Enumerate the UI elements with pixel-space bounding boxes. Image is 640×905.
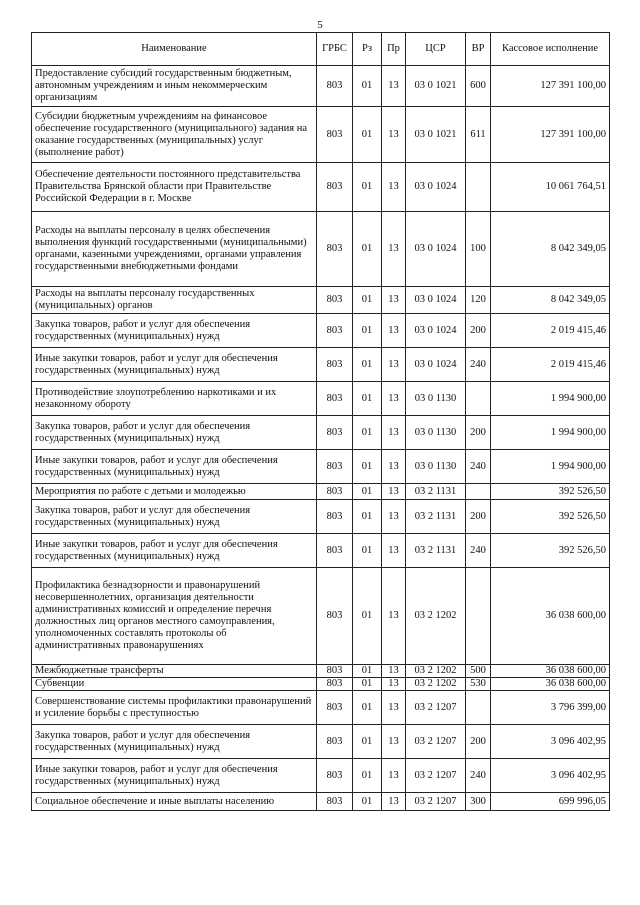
row-csr: 03 0 1021: [406, 107, 466, 163]
header-rz: Рз: [353, 33, 382, 66]
row-rz: 01: [353, 212, 382, 287]
row-csr: 03 0 1130: [406, 416, 466, 450]
row-csr: 03 0 1024: [406, 212, 466, 287]
row-name: Противодействие злоупотреблению наркотиками и их незаконному обороту: [32, 382, 317, 416]
row-vr: 200: [466, 725, 491, 759]
row-rz: 01: [353, 287, 382, 314]
table-row: [32, 66, 610, 107]
row-csr: 03 2 1207: [406, 759, 466, 793]
row-grbs: 803: [317, 665, 353, 678]
header-name: Наименование: [32, 33, 317, 66]
row-name: Расходы на выплаты персоналу в целях обеспечения выполнения функций государственными (муниципальными) органами, казенными учреждениями, органами управления государственными внебюджетными фондами: [32, 212, 317, 287]
row-grbs: 803: [317, 416, 353, 450]
row-csr: 03 2 1131: [406, 484, 466, 500]
table-row: [32, 534, 610, 568]
header-vr: ВР: [466, 33, 491, 66]
row-amount: 36 038 600,00: [491, 665, 610, 678]
row-amount: 699 996,05: [491, 793, 610, 811]
row-grbs: 803: [317, 759, 353, 793]
row-csr: 03 0 1130: [406, 450, 466, 484]
row-csr: 03 0 1021: [406, 66, 466, 107]
row-rz: 01: [353, 66, 382, 107]
header-amount: Кассовое исполнение: [491, 33, 610, 66]
row-rz: 01: [353, 534, 382, 568]
row-vr: 100: [466, 212, 491, 287]
row-vr: 240: [466, 348, 491, 382]
row-pr: 13: [382, 416, 406, 450]
row-csr: 03 2 1202: [406, 678, 466, 691]
table-row: [32, 665, 610, 678]
row-grbs: 803: [317, 287, 353, 314]
row-rz: 01: [353, 382, 382, 416]
row-grbs: 803: [317, 212, 353, 287]
row-name: Иные закупки товаров, работ и услуг для обеспечения государственных (муниципальных) нужд: [32, 534, 317, 568]
row-name: Закупка товаров, работ и услуг для обеспечения государственных (муниципальных) нужд: [32, 416, 317, 450]
row-name: Субсидии бюджетным учреждениям на финансовое обеспечение государственного (муниципального) задания на оказание государственных (муниципальных) услуг (выполнение работ): [32, 107, 317, 163]
row-amount: 2 019 415,46: [491, 348, 610, 382]
row-amount: 392 526,50: [491, 484, 610, 500]
row-csr: 03 2 1202: [406, 568, 466, 665]
table-row: [32, 691, 610, 725]
row-amount: 1 994 900,00: [491, 450, 610, 484]
row-vr: 611: [466, 107, 491, 163]
row-rz: 01: [353, 665, 382, 678]
budget-table: [31, 32, 610, 811]
row-vr: 240: [466, 759, 491, 793]
table-row: [32, 163, 610, 212]
row-vr: 200: [466, 500, 491, 534]
header-csr: ЦСР: [406, 33, 466, 66]
row-pr: 13: [382, 212, 406, 287]
table-row: [32, 107, 610, 163]
row-name: Расходы на выплаты персоналу государственных (муниципальных) органов: [32, 287, 317, 314]
row-name: Закупка товаров, работ и услуг для обеспечения государственных (муниципальных) нужд: [32, 725, 317, 759]
row-amount: 36 038 600,00: [491, 568, 610, 665]
row-grbs: 803: [317, 500, 353, 534]
row-pr: 13: [382, 314, 406, 348]
row-grbs: 803: [317, 725, 353, 759]
row-name: Субвенции: [32, 678, 317, 691]
row-pr: 13: [382, 287, 406, 314]
row-csr: 03 2 1207: [406, 793, 466, 811]
row-pr: 13: [382, 665, 406, 678]
row-amount: 127 391 100,00: [491, 107, 610, 163]
row-vr: [466, 691, 491, 725]
row-csr: 03 0 1024: [406, 163, 466, 212]
table-row: [32, 416, 610, 450]
row-name: Закупка товаров, работ и услуг для обеспечения государственных (муниципальных) нужд: [32, 500, 317, 534]
row-name: Профилактика безнадзорности и правонарушений несовершеннолетних, организация деятельности административных комиссий и определение перечня должностных лиц органов местного самоуправления, уполномоченных составлять протоколы об административных правонарушениях: [32, 568, 317, 665]
row-csr: 03 2 1131: [406, 534, 466, 568]
row-grbs: 803: [317, 66, 353, 107]
row-grbs: 803: [317, 107, 353, 163]
row-pr: 13: [382, 534, 406, 568]
row-rz: 01: [353, 107, 382, 163]
row-rz: 01: [353, 793, 382, 811]
table-row: [32, 212, 610, 287]
table-row: [32, 484, 610, 500]
row-csr: 03 2 1131: [406, 500, 466, 534]
row-rz: 01: [353, 163, 382, 212]
row-pr: 13: [382, 678, 406, 691]
row-vr: 530: [466, 678, 491, 691]
row-pr: 13: [382, 484, 406, 500]
row-pr: 13: [382, 500, 406, 534]
row-grbs: 803: [317, 382, 353, 416]
row-rz: 01: [353, 725, 382, 759]
row-grbs: 803: [317, 484, 353, 500]
row-name: Мероприятия по работе с детьми и молодежью: [32, 484, 317, 500]
row-pr: 13: [382, 66, 406, 107]
row-amount: 1 994 900,00: [491, 416, 610, 450]
row-name: Иные закупки товаров, работ и услуг для обеспечения государственных (муниципальных) нужд: [32, 348, 317, 382]
row-csr: 03 0 1024: [406, 287, 466, 314]
row-pr: 13: [382, 793, 406, 811]
table-row: [32, 382, 610, 416]
row-pr: 13: [382, 348, 406, 382]
row-csr: 03 0 1130: [406, 382, 466, 416]
row-amount: 3 796 399,00: [491, 691, 610, 725]
row-csr: 03 2 1202: [406, 665, 466, 678]
row-csr: 03 2 1207: [406, 691, 466, 725]
table-row: [32, 450, 610, 484]
row-rz: 01: [353, 348, 382, 382]
row-amount: 3 096 402,95: [491, 725, 610, 759]
table-row: [32, 759, 610, 793]
row-name: Иные закупки товаров, работ и услуг для обеспечения государственных (муниципальных) нужд: [32, 759, 317, 793]
row-pr: 13: [382, 691, 406, 725]
row-name: Обеспечение деятельности постоянного представительства Правительства Брянской области при Правительстве Российской Федерации в г. Москве: [32, 163, 317, 212]
row-amount: 392 526,50: [491, 500, 610, 534]
row-csr: 03 0 1024: [406, 348, 466, 382]
row-name: Предоставление субсидий государственным бюджетным, автономным учреждениям и иным некоммерческим организациям: [32, 66, 317, 107]
row-vr: [466, 163, 491, 212]
row-grbs: 803: [317, 450, 353, 484]
row-amount: 36 038 600,00: [491, 678, 610, 691]
row-rz: 01: [353, 691, 382, 725]
table-row: [32, 678, 610, 691]
table-row: [32, 793, 610, 811]
table-row: [32, 568, 610, 665]
row-grbs: 803: [317, 163, 353, 212]
row-name: Закупка товаров, работ и услуг для обеспечения государственных (муниципальных) нужд: [32, 314, 317, 348]
table-row: [32, 348, 610, 382]
row-amount: 2 019 415,46: [491, 314, 610, 348]
row-rz: 01: [353, 759, 382, 793]
row-amount: 127 391 100,00: [491, 66, 610, 107]
table-row: [32, 725, 610, 759]
row-name: Межбюджетные трансферты: [32, 665, 317, 678]
row-csr: 03 2 1207: [406, 725, 466, 759]
row-rz: 01: [353, 314, 382, 348]
row-name: Иные закупки товаров, работ и услуг для обеспечения государственных (муниципальных) нужд: [32, 450, 317, 484]
row-grbs: 803: [317, 568, 353, 665]
page-number: 5: [317, 19, 323, 31]
row-rz: 01: [353, 500, 382, 534]
table-row: [32, 287, 610, 314]
row-vr: [466, 568, 491, 665]
row-grbs: 803: [317, 793, 353, 811]
row-amount: 8 042 349,05: [491, 212, 610, 287]
row-rz: 01: [353, 450, 382, 484]
row-grbs: 803: [317, 534, 353, 568]
row-vr: 300: [466, 793, 491, 811]
header-pr: Пр: [382, 33, 406, 66]
row-rz: 01: [353, 416, 382, 450]
row-pr: 13: [382, 450, 406, 484]
row-rz: 01: [353, 568, 382, 665]
row-pr: 13: [382, 725, 406, 759]
row-pr: 13: [382, 107, 406, 163]
row-vr: 200: [466, 416, 491, 450]
row-csr: 03 0 1024: [406, 314, 466, 348]
table-row: [32, 314, 610, 348]
row-grbs: 803: [317, 691, 353, 725]
row-pr: 13: [382, 759, 406, 793]
row-amount: 392 526,50: [491, 534, 610, 568]
row-vr: [466, 382, 491, 416]
row-vr: 240: [466, 450, 491, 484]
row-amount: 3 096 402,95: [491, 759, 610, 793]
row-rz: 01: [353, 484, 382, 500]
table-header-row: [32, 33, 610, 66]
row-amount: 10 061 764,51: [491, 163, 610, 212]
table-row: [32, 500, 610, 534]
row-amount: 1 994 900,00: [491, 382, 610, 416]
header-grbs: ГРБС: [317, 33, 353, 66]
row-grbs: 803: [317, 314, 353, 348]
row-rz: 01: [353, 678, 382, 691]
row-vr: 120: [466, 287, 491, 314]
row-grbs: 803: [317, 678, 353, 691]
row-grbs: 803: [317, 348, 353, 382]
row-vr: 240: [466, 534, 491, 568]
row-vr: 600: [466, 66, 491, 107]
row-vr: 500: [466, 665, 491, 678]
row-vr: 200: [466, 314, 491, 348]
row-amount: 8 042 349,05: [491, 287, 610, 314]
row-pr: 13: [382, 163, 406, 212]
row-pr: 13: [382, 568, 406, 665]
row-name: Социальное обеспечение и иные выплаты населению: [32, 793, 317, 811]
row-vr: [466, 484, 491, 500]
row-name: Совершенствование системы профилактики правонарушений и усиление борьбы с преступностью: [32, 691, 317, 725]
row-pr: 13: [382, 382, 406, 416]
